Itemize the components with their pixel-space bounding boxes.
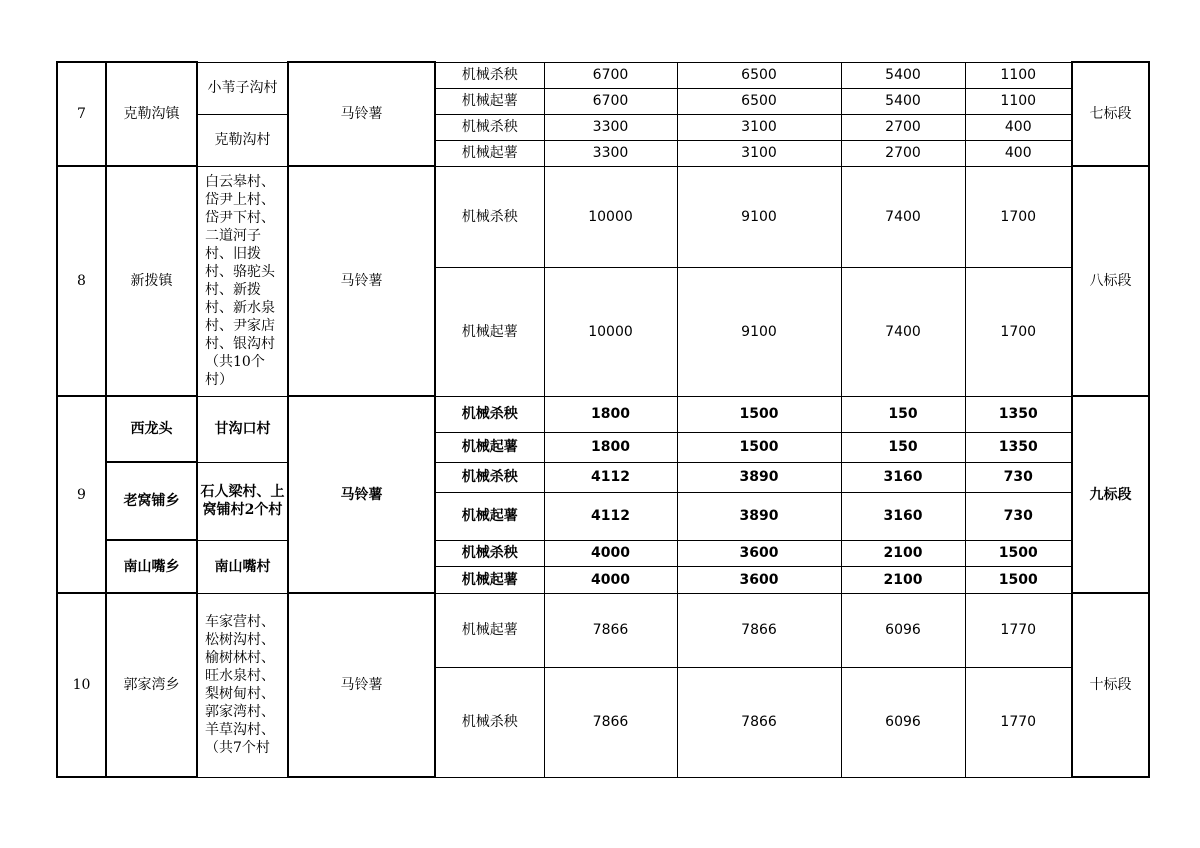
table-row bbox=[57, 540, 1149, 566]
operation-cell: 机械起薯 bbox=[435, 593, 544, 667]
value-b-cell: 6500 bbox=[677, 62, 841, 88]
value-c-cell: 3160 bbox=[841, 492, 965, 540]
value-c-cell: 5400 bbox=[841, 62, 965, 88]
value-d-cell: 1770 bbox=[965, 667, 1072, 777]
town-cell: 克勒沟镇 bbox=[106, 62, 197, 166]
value-a-cell: 7866 bbox=[544, 593, 677, 667]
value-b-cell: 3100 bbox=[677, 140, 841, 166]
value-d-cell: 1500 bbox=[965, 540, 1072, 566]
value-c-cell: 2700 bbox=[841, 114, 965, 140]
operation-cell: 机械杀秧 bbox=[435, 62, 544, 88]
town-cell: 老窝铺乡 bbox=[106, 462, 197, 540]
value-c-cell: 150 bbox=[841, 396, 965, 432]
value-b-cell: 3600 bbox=[677, 540, 841, 566]
value-c-cell: 3160 bbox=[841, 462, 965, 492]
village-cell: 小苇子沟村 bbox=[197, 62, 288, 114]
value-a-cell: 1800 bbox=[544, 396, 677, 432]
value-c-cell: 5400 bbox=[841, 88, 965, 114]
table-row bbox=[57, 462, 1149, 492]
value-b-cell: 7866 bbox=[677, 593, 841, 667]
town-cell: 新拨镇 bbox=[106, 166, 197, 396]
value-a-cell: 4000 bbox=[544, 540, 677, 566]
value-d-cell: 1700 bbox=[965, 267, 1072, 396]
value-d-cell: 1700 bbox=[965, 166, 1072, 267]
operation-cell: 机械杀秧 bbox=[435, 540, 544, 566]
value-a-cell: 4112 bbox=[544, 492, 677, 540]
value-b-cell: 9100 bbox=[677, 267, 841, 396]
value-d-cell: 1350 bbox=[965, 432, 1072, 462]
value-d-cell: 1500 bbox=[965, 566, 1072, 593]
operation-cell: 机械杀秧 bbox=[435, 114, 544, 140]
value-c-cell: 7400 bbox=[841, 267, 965, 396]
value-b-cell: 9100 bbox=[677, 166, 841, 267]
operation-cell: 机械杀秧 bbox=[435, 166, 544, 267]
value-a-cell: 3300 bbox=[544, 140, 677, 166]
value-a-cell: 10000 bbox=[544, 166, 677, 267]
town-cell: 南山嘴乡 bbox=[106, 540, 197, 593]
operation-cell: 机械起薯 bbox=[435, 88, 544, 114]
village-cell: 车家营村、松树沟村、榆树林村、旺水泉村、梨树甸村、郭家湾村、羊草沟村、（共7个村 bbox=[197, 593, 288, 777]
row-number: 7 bbox=[57, 62, 106, 166]
value-d-cell: 1100 bbox=[965, 62, 1072, 88]
village-cell: 南山嘴村 bbox=[197, 540, 288, 593]
operation-cell: 机械起薯 bbox=[435, 566, 544, 593]
value-c-cell: 150 bbox=[841, 432, 965, 462]
operation-cell: 机械杀秧 bbox=[435, 396, 544, 432]
row-number: 9 bbox=[57, 396, 106, 593]
value-d-cell: 400 bbox=[965, 140, 1072, 166]
operation-cell: 机械起薯 bbox=[435, 267, 544, 396]
value-a-cell: 4000 bbox=[544, 566, 677, 593]
value-d-cell: 1770 bbox=[965, 593, 1072, 667]
crop-cell: 马铃薯 bbox=[288, 396, 435, 593]
value-b-cell: 7866 bbox=[677, 667, 841, 777]
operation-cell: 机械起薯 bbox=[435, 432, 544, 462]
value-d-cell: 1100 bbox=[965, 88, 1072, 114]
value-c-cell: 2100 bbox=[841, 540, 965, 566]
value-a-cell: 1800 bbox=[544, 432, 677, 462]
village-cell: 白云皋村、岱尹上村、岱尹下村、二道河子村、旧拨村、骆驼头村、新拨村、新水泉村、尹家店村、银沟村（共10个村） bbox=[197, 166, 288, 396]
value-a-cell: 10000 bbox=[544, 267, 677, 396]
value-c-cell: 6096 bbox=[841, 667, 965, 777]
operation-cell: 机械杀秧 bbox=[435, 462, 544, 492]
operation-cell: 机械起薯 bbox=[435, 492, 544, 540]
value-b-cell: 1500 bbox=[677, 432, 841, 462]
value-d-cell: 1350 bbox=[965, 396, 1072, 432]
section-cell: 八标段 bbox=[1072, 166, 1149, 396]
table-row bbox=[57, 62, 1149, 88]
value-a-cell: 4112 bbox=[544, 462, 677, 492]
village-cell: 克勒沟村 bbox=[197, 114, 288, 166]
value-a-cell: 7866 bbox=[544, 667, 677, 777]
value-c-cell: 7400 bbox=[841, 166, 965, 267]
section-cell: 九标段 bbox=[1072, 396, 1149, 593]
value-c-cell: 2100 bbox=[841, 566, 965, 593]
value-b-cell: 3600 bbox=[677, 566, 841, 593]
table-row bbox=[57, 396, 1149, 432]
value-a-cell: 6700 bbox=[544, 62, 677, 88]
value-d-cell: 730 bbox=[965, 462, 1072, 492]
data-table bbox=[56, 61, 1150, 778]
row-number: 8 bbox=[57, 166, 106, 396]
value-c-cell: 6096 bbox=[841, 593, 965, 667]
section-cell: 十标段 bbox=[1072, 593, 1149, 777]
value-d-cell: 730 bbox=[965, 492, 1072, 540]
table-row bbox=[57, 593, 1149, 667]
value-b-cell: 6500 bbox=[677, 88, 841, 114]
row-number: 10 bbox=[57, 593, 106, 777]
value-b-cell: 3890 bbox=[677, 462, 841, 492]
value-b-cell: 3890 bbox=[677, 492, 841, 540]
crop-cell: 马铃薯 bbox=[288, 166, 435, 396]
operation-cell: 机械起薯 bbox=[435, 140, 544, 166]
village-cell: 甘沟口村 bbox=[197, 396, 288, 462]
crop-cell: 马铃薯 bbox=[288, 62, 435, 166]
value-a-cell: 6700 bbox=[544, 88, 677, 114]
section-cell: 七标段 bbox=[1072, 62, 1149, 166]
village-cell: 石人梁村、上窝铺村2个村 bbox=[197, 462, 288, 540]
table-row bbox=[57, 114, 1149, 140]
operation-cell: 机械杀秧 bbox=[435, 667, 544, 777]
town-cell: 西龙头 bbox=[106, 396, 197, 462]
value-d-cell: 400 bbox=[965, 114, 1072, 140]
crop-cell: 马铃薯 bbox=[288, 593, 435, 777]
table-row bbox=[57, 166, 1149, 267]
value-b-cell: 1500 bbox=[677, 396, 841, 432]
value-c-cell: 2700 bbox=[841, 140, 965, 166]
value-b-cell: 3100 bbox=[677, 114, 841, 140]
value-a-cell: 3300 bbox=[544, 114, 677, 140]
town-cell: 郭家湾乡 bbox=[106, 593, 197, 777]
